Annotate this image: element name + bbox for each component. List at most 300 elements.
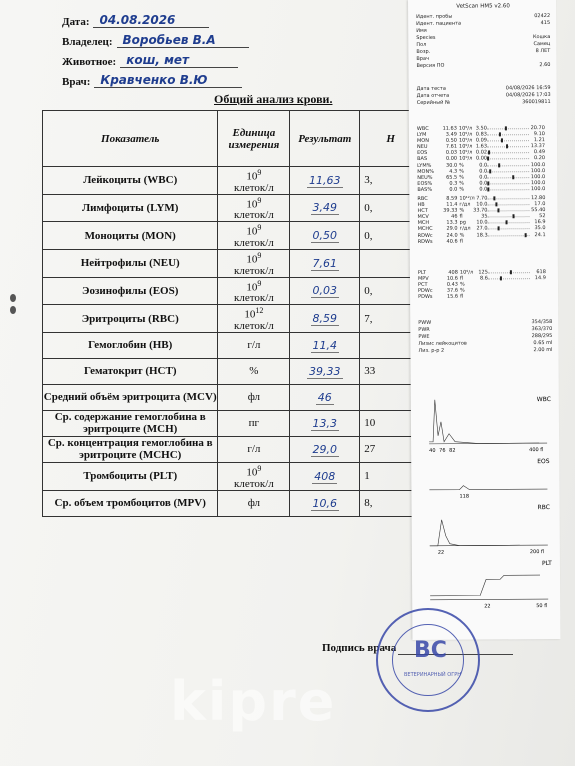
analyte-value: 0.3 (449, 180, 458, 187)
analyte: MON% (417, 168, 434, 175)
param-unit (218, 410, 290, 436)
analyte: BAS% (417, 186, 433, 193)
printout-key: PWR (418, 326, 430, 333)
plt-values (418, 269, 558, 300)
range-low (472, 294, 488, 300)
range-track (487, 171, 529, 172)
hist-rbc-end: 200 fl (529, 549, 545, 556)
unit-power: 9 (257, 278, 262, 288)
range-high: 0.49 (533, 149, 546, 156)
range-high: 24.1 (534, 231, 546, 238)
range-marker (498, 227, 500, 231)
analyte-unit: % (459, 207, 465, 214)
animal-line (120, 54, 238, 68)
doctor-line (94, 74, 242, 88)
range-bar (488, 294, 530, 300)
printout-value: Кошка (532, 34, 551, 41)
printout-key: Дата теста (416, 85, 446, 92)
owner-value: Воробьев В.А (122, 33, 216, 47)
analyte-unit: 10¹²/л (459, 195, 475, 202)
results-table (42, 110, 422, 517)
param-unit (218, 167, 290, 195)
unit-base: 10 (246, 225, 258, 238)
range-marker (495, 202, 497, 206)
printout-value: 04/08/2026 17:03 (505, 92, 551, 99)
param-name: Гематокрит (HCT) (43, 358, 218, 384)
range-low: 125 (478, 269, 488, 276)
param-name: Эритроциты (RBC) (43, 305, 218, 333)
printout-key: Версия ПО (416, 62, 445, 69)
date-value: 04.08.2026 (99, 13, 176, 27)
analyzer-row (418, 293, 558, 300)
printout-value: 354/358 (531, 319, 553, 326)
printout-key: Пол (416, 41, 427, 48)
analyte-unit: 10⁹/л (458, 131, 473, 138)
printout-device (416, 3, 550, 10)
unit-base: 10 (246, 170, 258, 183)
analyte: LYM (416, 131, 427, 139)
param-unit (218, 194, 290, 222)
doctor-label: Врач: (62, 76, 91, 88)
analyte-value: 24.0 (446, 232, 458, 239)
analyte-value: 0.03 (445, 150, 458, 157)
range-low: 0.83 (475, 131, 487, 138)
param-name: Гемоглобин (HB) (43, 332, 218, 358)
range-low: 0.0 (479, 186, 488, 193)
param-result (290, 167, 360, 195)
owner-line (117, 34, 249, 48)
table-row (43, 490, 422, 516)
hist-plt-tick: 22 (484, 603, 491, 610)
analyte-value: 11.63 (442, 125, 457, 132)
param-result (290, 358, 360, 384)
printout-value: 2.00 ml (533, 347, 553, 354)
range-track (488, 229, 530, 230)
analyte-value: 0.50 (445, 137, 458, 144)
unit-text: клеток/л (233, 477, 274, 490)
range-high: 52 (539, 213, 546, 220)
printout-value: 2.60 (539, 62, 551, 69)
analyte-unit: fl (459, 275, 464, 282)
table-row (43, 222, 422, 250)
clinic-stamp (376, 608, 480, 712)
analyte: MCH (417, 220, 430, 227)
hist-rbc-tick: 22 (437, 549, 445, 556)
watermark: kipre (170, 670, 337, 733)
range-low: 0.0 (479, 174, 488, 181)
analyte-value: 46 (451, 213, 458, 220)
analyte-value: 7.61 (445, 143, 458, 151)
analyte-unit: % (459, 174, 465, 181)
hist-eos-label: EOS (537, 458, 550, 466)
range-low: 0.0 (479, 180, 488, 187)
printout-key: Серийный № (416, 99, 451, 106)
analyte-value: 65.5 (446, 174, 458, 181)
analyte-unit: % (459, 186, 465, 193)
range-marker (506, 145, 508, 149)
range-marker (510, 270, 512, 274)
analyte-unit: % (459, 180, 465, 187)
param-unit (218, 384, 290, 410)
range-high: 16.9 (534, 219, 546, 226)
range-low (472, 238, 488, 244)
param-name: Лейкоциты (WBC) (43, 167, 218, 195)
col-result-header: Результат (290, 111, 360, 167)
analyte: HCT (417, 208, 428, 215)
printout-line (418, 347, 552, 354)
analyte-value: 11.4 (446, 201, 458, 208)
owner-row (62, 34, 249, 48)
range-marker (513, 215, 515, 219)
analyte-unit: 10⁹/л (458, 125, 473, 132)
param-result (290, 249, 360, 277)
range-track (487, 165, 529, 166)
range-high: 12.80 (531, 195, 546, 202)
printout-key: Дата отчета (416, 92, 450, 99)
printout-key: Идент. пациента (416, 20, 462, 27)
param-ref: 7, (360, 305, 422, 333)
printout-key: Врач (416, 55, 430, 62)
range-marker (487, 187, 489, 191)
range-low: 0.02 (475, 149, 488, 156)
unit-text: фл (247, 496, 261, 509)
result-value: 0,03 (312, 284, 338, 298)
analyte-value: 10.6 (446, 275, 458, 282)
analyte-unit: pg (459, 219, 466, 227)
printout-value: 288/295 (531, 333, 553, 340)
date-label: Дата: (62, 16, 90, 28)
analyte-value: 15.6 (446, 294, 459, 301)
analyte-value: 0.43 (446, 281, 459, 288)
result-value: 7,61 (312, 256, 338, 270)
unit-text: г/л (247, 338, 261, 351)
animal-value: кош, мет (126, 53, 190, 67)
result-value: 29,0 (312, 442, 338, 456)
analyte-unit: fl (459, 213, 463, 220)
range-marker (525, 233, 527, 237)
analyte-unit: 10⁹/л (459, 149, 473, 157)
analyte: MPV (417, 275, 429, 283)
punch-holes (10, 294, 16, 318)
printout-key: PWE (418, 333, 430, 340)
param-ref: 33 (360, 358, 422, 384)
range-high: 17.0 (534, 201, 546, 208)
param-name: Эозинофилы (EOS) (43, 277, 218, 305)
col-param-header: Показатель (43, 111, 218, 167)
param-unit (218, 358, 290, 384)
analyte-unit: 10⁹/л (459, 143, 473, 150)
printout-value: 360019811 (522, 99, 551, 106)
analyte-value: 4.3 (449, 168, 458, 175)
result-value: 13,3 (312, 416, 338, 430)
range-track (487, 159, 529, 160)
range-low: 0.0 (479, 162, 488, 169)
table-row (43, 436, 422, 462)
range-high: 9.10 (533, 131, 545, 138)
rbc-values (417, 195, 557, 245)
range-high: 55.40 (531, 207, 546, 214)
analyte: NEU% (417, 174, 433, 181)
analyte: PLT (417, 269, 427, 276)
analyzer-row (417, 186, 557, 193)
range-low: 0.0 (479, 168, 488, 175)
param-unit (218, 436, 290, 462)
analyte: HB (417, 201, 425, 209)
printout-value: 0.65 ml (533, 340, 553, 347)
animal-row (62, 54, 238, 68)
range-low: 27.0 (476, 225, 488, 232)
printout-line (417, 85, 551, 92)
printout-value: 02422 (534, 13, 551, 20)
analyte: BAS (417, 156, 428, 163)
printout-key: PWW (418, 319, 432, 326)
range-high (530, 293, 546, 299)
param-name: Средний объём эритроцита (MCV) (43, 384, 218, 410)
range-bar (487, 186, 529, 192)
animal-label: Животное: (62, 56, 117, 68)
table-row (43, 194, 422, 222)
range-low: 18.3 (476, 232, 488, 239)
printout-key: Возр. (416, 48, 431, 55)
param-name: Лимфоциты (LYM) (43, 194, 218, 222)
unit-base: 10 (244, 308, 256, 321)
range-marker (493, 196, 495, 200)
range-high: 14.9 (534, 275, 546, 282)
param-result (290, 384, 360, 410)
analyte-unit: 10⁹/л (459, 269, 474, 276)
printout-line (416, 27, 550, 34)
param-result (290, 490, 360, 516)
param-unit (218, 249, 290, 277)
range-high: 0.20 (533, 155, 546, 162)
printout-line (417, 92, 551, 99)
range-track (487, 183, 529, 184)
analyte-value: 0.00 (445, 156, 458, 163)
unit-text: г/л (247, 442, 261, 455)
hist-plt (420, 555, 556, 612)
range-track (488, 278, 530, 279)
range-low: 0.09 (475, 137, 488, 144)
param-result (290, 332, 360, 358)
range-track (488, 216, 530, 217)
unit-power: 9 (257, 463, 262, 473)
printout-line (416, 34, 550, 41)
range-low: 10.0 (476, 201, 488, 208)
analyte-unit: г/дл (459, 226, 471, 233)
param-result (290, 410, 360, 436)
range-high: 20.70 (530, 125, 545, 132)
hist-eos-svg (419, 455, 555, 500)
range-marker (506, 221, 508, 225)
table-row (43, 277, 422, 305)
punch-hole (10, 294, 16, 302)
range-track (487, 189, 529, 190)
range-track (488, 235, 530, 236)
analyzer-row (418, 238, 558, 245)
range-marker (501, 139, 503, 143)
range-high: 100.0 (530, 179, 546, 186)
range-track (487, 134, 529, 135)
table-row (43, 410, 422, 436)
range-marker (499, 132, 501, 136)
hist-wbc-tick: 76 (439, 447, 446, 454)
printout-line (416, 62, 550, 69)
printout-key: Идент. пробы (416, 13, 453, 20)
analyte-unit: 10⁹/л (459, 156, 473, 163)
unit-power: 12 (255, 306, 264, 316)
param-result (290, 277, 360, 305)
hist-eos-tick: 118 (459, 493, 470, 500)
unit-text: клеток/л (233, 181, 274, 194)
range-high: 100.0 (530, 185, 546, 193)
unit-base: 10 (246, 253, 258, 266)
param-result (290, 222, 360, 250)
range-track (487, 204, 529, 205)
range-low: 0.00 (475, 155, 488, 162)
stamp-logo: ВС (414, 638, 447, 663)
printout-value: 363/370 (531, 326, 553, 333)
printout-value: Самец (533, 41, 551, 48)
param-ref: 0, (360, 194, 422, 222)
range-high: 618 (536, 269, 546, 276)
table-row (43, 305, 422, 333)
param-result (290, 194, 360, 222)
param-result (290, 436, 360, 462)
hist-wbc (419, 391, 555, 454)
table-row (43, 462, 422, 490)
analyte: EOS (417, 150, 428, 157)
hist-plt-end: 50 fl (536, 603, 548, 610)
hist-plt-svg (420, 555, 556, 612)
analyte-value: 408 (448, 269, 458, 276)
range-high (530, 238, 546, 244)
analyte-value: 30.0 (445, 162, 458, 169)
hist-eos (419, 455, 555, 500)
analyte: RBC (417, 195, 428, 202)
range-high: 1.21 (533, 137, 546, 144)
printout-line (416, 20, 550, 27)
param-ref: 0, (360, 277, 422, 305)
param-ref: 27 (360, 436, 422, 462)
unit-text: клеток/л (233, 292, 274, 305)
range-low: 7.70 (476, 195, 488, 202)
printout-line (416, 48, 550, 55)
unit-power: 9 (257, 223, 262, 233)
unit-text: % (249, 364, 259, 377)
param-ref: 3, (360, 167, 422, 195)
range-track (487, 210, 529, 211)
range-high: 35.0 (534, 225, 546, 232)
param-name: Моноциты (MON) (43, 222, 218, 250)
analyte-value: 3.49 (445, 131, 457, 138)
range-low: 10.0 (476, 219, 488, 226)
unit-text: клеток/л (233, 264, 274, 277)
table-row (43, 249, 422, 277)
analyte: EOS% (417, 180, 433, 187)
unit-text: клеток/л (233, 236, 274, 249)
printout-value: 415 (540, 20, 551, 27)
col-unit-header: Единица измерения (218, 111, 290, 167)
range-marker (487, 157, 489, 161)
range-high: 100.0 (530, 167, 546, 174)
analyte-unit: % (459, 168, 464, 175)
range-track (487, 128, 529, 129)
param-unit (218, 332, 290, 358)
result-value: 46 (317, 390, 332, 404)
printout-key: Species (416, 34, 436, 41)
analyte-unit: fl (459, 238, 463, 245)
range-low: 8.6 (479, 275, 488, 282)
printout-line (416, 41, 550, 48)
unit-power: 9 (257, 195, 262, 205)
param-name: Нейтрофилы (NEU) (43, 249, 218, 277)
range-marker (487, 181, 489, 185)
range-high: 100.0 (530, 173, 546, 180)
result-value: 8,59 (312, 312, 338, 326)
analyte-unit: % (459, 232, 465, 239)
printout-line (418, 319, 552, 326)
printout-line (418, 340, 552, 347)
unit-text: пг (248, 416, 260, 429)
param-unit (218, 305, 290, 333)
hist-wbc-tick: 82 (449, 447, 456, 454)
range-marker (489, 169, 491, 173)
param-name: Ср. содержание гемоглобина в эритроците (MCH) (43, 410, 218, 436)
param-result (290, 462, 360, 490)
range-bar (488, 238, 530, 244)
printout-line (418, 326, 552, 333)
table-row (43, 384, 422, 410)
range-track (488, 223, 530, 224)
col-ref-header: Н (360, 111, 422, 167)
param-name: Ср. концентрация гемоглобина в эритроците (MCHC) (43, 436, 218, 462)
table-row (43, 332, 422, 358)
analyte-value: 39.33 (443, 207, 458, 214)
printout-line (416, 13, 550, 20)
unit-power: 9 (257, 250, 262, 260)
unit-base: 10 (246, 281, 258, 294)
unit-power: 9 (257, 168, 262, 177)
param-name: Ср. объем тромбоцитов (MPV) (43, 490, 218, 516)
hist-wbc-tick: 40 (429, 447, 436, 454)
date-row (62, 14, 209, 28)
range-low: 1.63 (475, 143, 488, 150)
range-marker (500, 276, 502, 280)
printout-device-name: VetScan HM5 v2.60 (456, 3, 510, 10)
analyte: PDWs (418, 294, 433, 301)
analyte-unit: % (460, 287, 465, 294)
table-row (43, 358, 422, 384)
analyte-value: 8.59 (446, 195, 458, 202)
analyte-value: 40.6 (446, 238, 458, 245)
table-row (43, 167, 422, 195)
unit-base: 10 (246, 466, 258, 479)
range-marker (498, 163, 500, 167)
punch-hole (10, 306, 16, 314)
analyte: MCHC (417, 226, 433, 233)
analyte: RDWc (417, 232, 433, 239)
printout-line (418, 333, 552, 340)
analyte: RDWs (417, 238, 433, 245)
printout-key: Имя (416, 27, 427, 34)
printout-key: Лиз. р-р 2 (418, 347, 445, 354)
hist-plt-label: PLT (541, 560, 552, 568)
unit-text: фл (247, 390, 261, 403)
doctor-value: Кравченко В.Ю (100, 73, 208, 87)
param-ref: 0, (360, 222, 422, 250)
page-title: Общий анализ крови. (214, 92, 333, 106)
analyte: PCT (417, 282, 428, 289)
